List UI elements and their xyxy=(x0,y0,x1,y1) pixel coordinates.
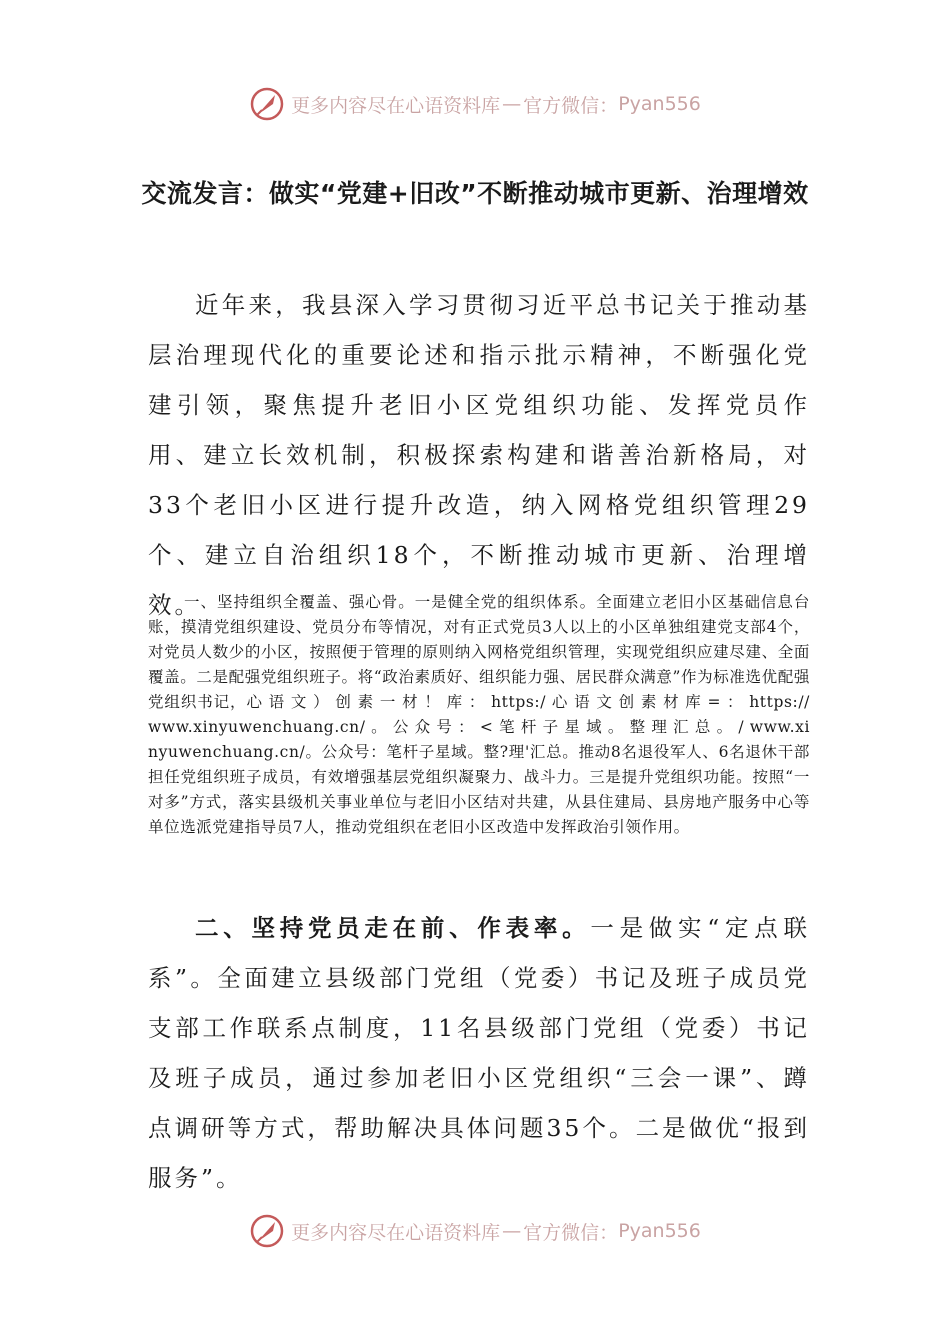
section-2-heading: 二、坚持党员走在前、作表率。 xyxy=(195,914,591,942)
watermark-wechat-id: Pyan556 xyxy=(618,1220,701,1242)
section-2-paragraph xyxy=(148,903,810,1203)
watermark-separator: — xyxy=(502,1220,522,1242)
intro-paragraph: 近年来，我县深入学习贯彻习近平总书记关于推动基层治理现代化的重要论述和指示批示精神，不断强化党建引领，聚焦提升老旧小区党组织功能、发挥党员作用、建立长效机制，积极探索构建和谐善治新格局，对33个老旧小区进行提升改造，纳入网格党组织管理29个、建立自治组织18个，不断推动城市更新、治理增效。 xyxy=(148,291,810,619)
watermark-text: 更多内容尽在心语资料库 xyxy=(291,94,501,117)
watermark-separator: — xyxy=(502,93,522,115)
quill-logo-icon xyxy=(249,1213,285,1249)
watermark-header xyxy=(0,84,950,124)
watermark-contact: 官方微信： xyxy=(523,94,619,117)
document-title: 交流发言：做实“党建+旧改”不断推动城市更新、治理增效 xyxy=(141,179,809,208)
quill-logo-icon xyxy=(249,86,285,122)
section-2-body: 一是做实“定点联系”。全面建立县级部门党组（党委）书记及班子成员党支部工作联系点制度，11名县级部门党组（党委）书记及班子成员，通过参加老旧小区党组织“三会一课”、蹲点调研等方式，帮助解决具体问题35个。二是做优“报到服务”。 xyxy=(148,914,811,1192)
watermark-wechat-id: Pyan556 xyxy=(618,93,701,115)
watermark-footer xyxy=(0,1211,950,1251)
watermark-text: 更多内容尽在心语资料库 xyxy=(291,1221,501,1244)
watermark-contact: 官方微信： xyxy=(523,1221,619,1244)
section-1-paragraph: 一、坚持组织全覆盖、强心骨。一是健全党的组织体系。全面建立老旧小区基础信息台账，摸清党组织建设、党员分布等情况，对有正式党员3人以上的小区单独组建党支部4个，对党员人数少的小区，按照便于管理的原则纳入网格党组织管理，实现党组织应建尽建、全面覆盖。二是配强党组织班子。将“政治素质好、组织能力强、居民群众满意”作为标准选优配强党组织书记，心 语 文 ） 创 素 一 材 ！ 库 ： https:/ 心 语 文 创 素 材 库 = ： https:// www.xinyuwenchuang.cn/ 。 公 众 号 ： < 笔 杆 子 星 域 。 整 理 汇 总 。 / www.xinyuwenchuang.cn/。公众号：笔杆子星域。整?理'汇总。推动8名退役军人、6名退休干部担任党组织班子成员，有效增强基层党组织凝聚力、战斗力。三是提升党组织功能。按照“一对多”方式，落实县级机关事业单位与老旧小区结对共建，从县住建局、县房地产服务中心等单位选派党建指导员7人，推动党组织在老旧小区改造中发挥政治引领作用。 xyxy=(148,593,810,836)
